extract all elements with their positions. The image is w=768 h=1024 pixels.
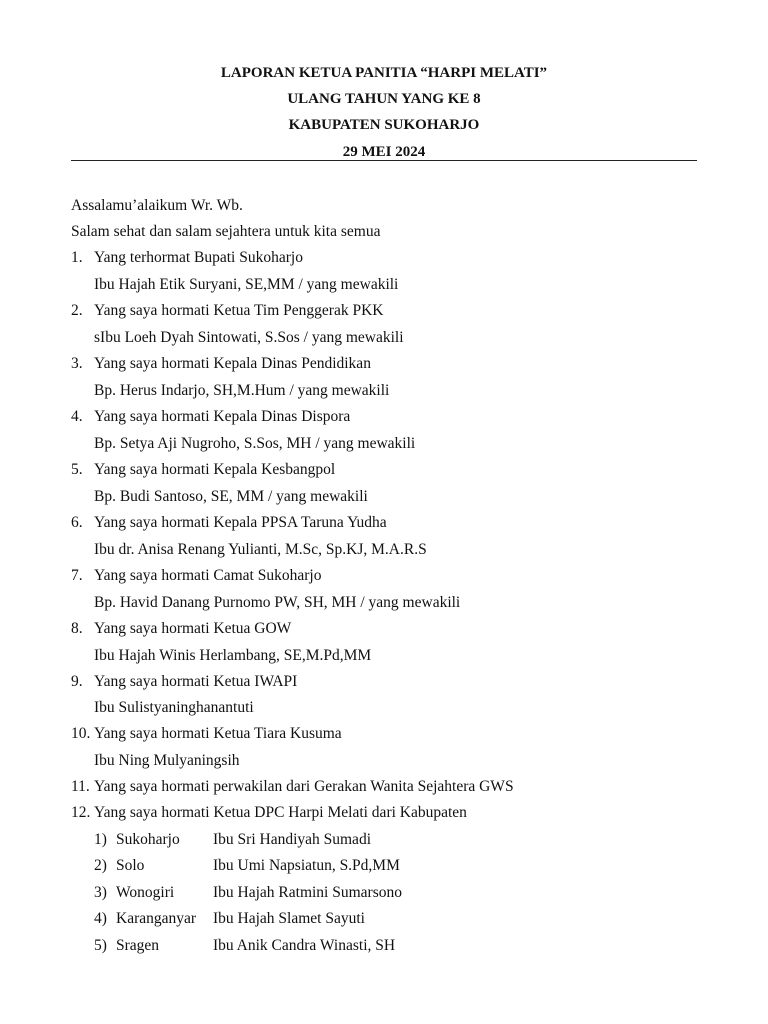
item-title: Yang saya hormati Ketua GOW: [94, 620, 292, 637]
item-number: 5.: [71, 461, 83, 478]
item-number: 11.: [71, 778, 90, 795]
subitem-number: 1): [94, 831, 107, 848]
subitem-city: Solo: [116, 857, 145, 874]
subitem-number: 3): [94, 884, 107, 901]
item-title: Yang saya hormati Ketua Tiara Kusuma: [94, 725, 342, 742]
item-title: Yang saya hormati perwakilan dari Gerakan Wanita Sejahtera GWS: [94, 778, 514, 795]
subitem-number: 2): [94, 857, 107, 874]
title-line-1: LAPORAN KETUA PANITIA “HARPI MELATI”: [220, 65, 548, 81]
subitem-city: Sukoharjo: [116, 831, 180, 848]
item-number: 3.: [71, 355, 83, 372]
item-number: 6.: [71, 514, 83, 531]
item-representative: Ibu Ning Mulyaningsih: [94, 752, 240, 769]
item-number: 4.: [71, 408, 83, 425]
item-title: Yang saya hormati Kepala Dinas Pendidikan: [94, 355, 371, 372]
salam-text: Salam sehat dan salam sejahtera untuk kita semua: [71, 223, 381, 240]
subitem-person: Ibu Anik Candra Winasti, SH: [213, 937, 396, 954]
greeting-text: Assalamu’alaikum Wr. Wb.: [71, 197, 243, 214]
title-date: 29 MEI 2024: [342, 144, 426, 160]
item-title: Yang saya hormati Kepala PPSA Taruna Yudha: [94, 514, 387, 531]
title-line-3: KABUPATEN SUKOHARJO: [288, 117, 480, 133]
item-title: Yang saya hormati Kepala Kesbangpol: [94, 461, 336, 478]
item-title: Yang saya hormati Ketua Tim Penggerak PKK: [94, 302, 384, 319]
subitem-person: Ibu Hajah Ratmini Sumarsono: [213, 884, 402, 901]
item-title: Yang saya hormati Camat Sukoharjo: [94, 567, 322, 584]
title-line-2: ULANG TAHUN YANG KE 8: [287, 91, 481, 107]
item-representative: Ibu dr. Anisa Renang Yulianti, M.Sc, Sp.KJ, M.A.R.S: [94, 541, 427, 558]
header-divider: [71, 160, 697, 161]
item-representative: Ibu Hajah Winis Herlambang, SE,M.Pd,MM: [94, 647, 372, 664]
subitem-person: Ibu Umi Napsiatun, S.Pd,MM: [213, 857, 400, 874]
item-number: 2.: [71, 302, 83, 319]
subitem-city: Wonogiri: [116, 884, 175, 901]
item-number: 8.: [71, 620, 83, 637]
item-representative: Bp. Herus Indarjo, SH,M.Hum / yang mewakili: [94, 382, 390, 399]
item-title: Yang terhormat Bupati Sukoharjo: [94, 249, 303, 266]
item-number: 12.: [71, 804, 91, 821]
item-representative: Bp. Setya Aji Nugroho, S.Sos, MH / yang mewakili: [94, 435, 416, 452]
item-representative: Ibu Hajah Etik Suryani, SE,MM / yang mewakili: [94, 276, 399, 293]
item-representative: Bp. Havid Danang Purnomo PW, SH, MH / yang mewakili: [94, 594, 461, 611]
item-title: Yang saya hormati Kepala Dinas Dispora: [94, 408, 351, 425]
subitem-person: Ibu Sri Handiyah Sumadi: [213, 831, 371, 848]
item-representative: sIbu Loeh Dyah Sintowati, S.Sos / yang mewakili: [94, 329, 404, 346]
item-number: 7.: [71, 567, 83, 584]
item-title: Yang saya hormati Ketua DPC Harpi Melati dari Kabupaten: [94, 804, 467, 821]
subitem-number: 4): [94, 910, 107, 927]
item-representative: Ibu Sulistyaninghanantuti: [94, 699, 254, 716]
subitem-person: Ibu Hajah Slamet Sayuti: [213, 910, 365, 927]
subitem-city: Sragen: [116, 937, 160, 954]
subitem-city: Karanganyar: [116, 910, 197, 927]
item-number: 10.: [71, 725, 91, 742]
item-number: 9.: [71, 673, 83, 690]
item-number: 1.: [71, 249, 83, 266]
item-title: Yang saya hormati Ketua IWAPI: [94, 673, 298, 690]
subitem-number: 5): [94, 937, 107, 954]
item-representative: Bp. Budi Santoso, SE, MM / yang mewakili: [94, 488, 368, 505]
